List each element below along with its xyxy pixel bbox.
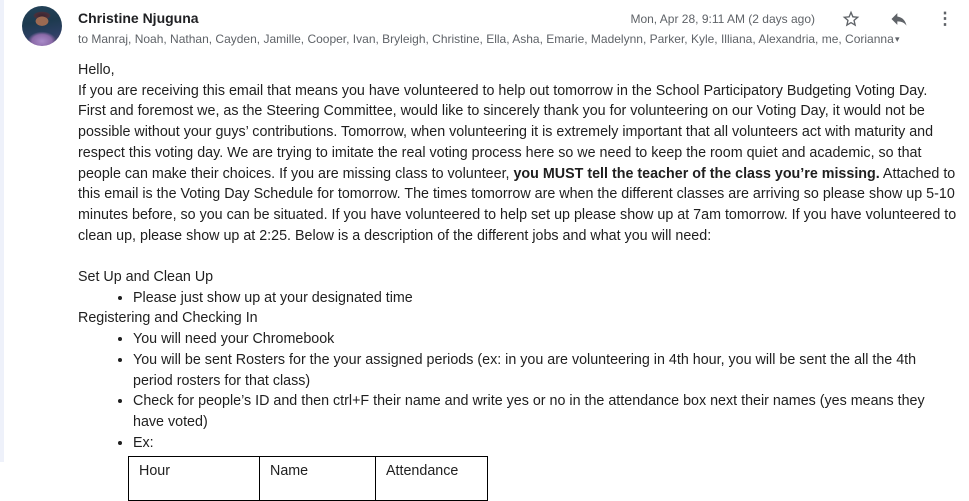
- sender-block: [78, 6, 955, 46]
- recipients-details-dropdown-icon[interactable]: ▾: [895, 33, 900, 44]
- section-heading-setup-cleanup: Set Up and Clean Up: [78, 269, 214, 286]
- table-header-name: Name: [260, 457, 376, 501]
- spacer: [78, 246, 958, 267]
- setup-cleanup-list: [78, 288, 958, 309]
- list-item: • Ex:: [133, 433, 958, 454]
- email-date: Mon, Apr 28, 9:11 AM (2 days ago): [630, 12, 815, 26]
- paragraph-outro: Attached to this email is the Voting Day Schedule for tomorrow. The times tomorrow are when the different classes are arriving so please show up 5-10 minutes before, so you can be situated. If you have volunteered to help set up please show up at 7am tomorrow. If you have volunteered to clean up, please show up at 2:25. Below is a description of the different jobs and what you will need:: [78, 165, 957, 244]
- star-icon[interactable]: [841, 9, 861, 29]
- list-item: • Please just show up at your designated time: [133, 288, 958, 309]
- list-item: • You will need your Chromebook: [133, 329, 958, 350]
- sender-name: Christine Njuguna: [78, 10, 199, 26]
- list-item: • You will be sent Rosters for the your assigned periods (ex: in you are volunteering in 4th hour, you will be sent the all the 4th period rosters for that class): [133, 350, 958, 391]
- list-item: • Check for people’s ID and then ctrl+F their name and write yes or no in the attendance box next their names (yes means they have voted): [133, 391, 958, 432]
- table-header-attendance: Attendance: [376, 457, 488, 501]
- email-header: [0, 0, 969, 46]
- paragraph-intro: If you are receiving this email that means you have volunteered to help out tomorrow in the School Participatory Budgeting Voting Day. First and foremost we, as the Steering Committee, would like to sincerely thank you for volunteering on our Voting Day, it would not be possible without your guys’ contributions. Tomorrow, when volunteering it is extremely important that all volunteers act with maturity and respect this voting day. We are trying to imitate the real voting process here so we need to keep the room quiet and academic, so that people can make their choices. If you are missing class to volunteer,: [78, 82, 934, 182]
- recipients-list: to Manraj, Noah, Nathan, Cayden, Jamille, Cooper, Ivan, Bryleigh, Christine, Ella, Asha, Emarie, Madelynn, Parker, Kyle, Illiana, Alexandria, me, Corianna: [78, 32, 894, 46]
- reply-icon[interactable]: [889, 9, 909, 29]
- greeting: Hello,: [78, 62, 115, 78]
- content-left-edge: [0, 0, 4, 462]
- more-options-icon[interactable]: ⋮: [936, 9, 954, 28]
- section-heading-registering: Registering and Checking In: [78, 310, 258, 327]
- table-header-row: [129, 457, 488, 501]
- header-actions: [630, 9, 955, 29]
- email-body: [78, 60, 958, 501]
- main-paragraph: [78, 81, 958, 247]
- table-header-hour: Hour: [129, 457, 260, 501]
- sender-avatar[interactable]: [22, 6, 62, 46]
- registering-list: [78, 329, 958, 453]
- example-attendance-table: [128, 456, 488, 501]
- recipients-row[interactable]: [78, 32, 906, 46]
- paragraph-bold-warning: you MUST tell the teacher of the class you’re missing.: [513, 165, 880, 182]
